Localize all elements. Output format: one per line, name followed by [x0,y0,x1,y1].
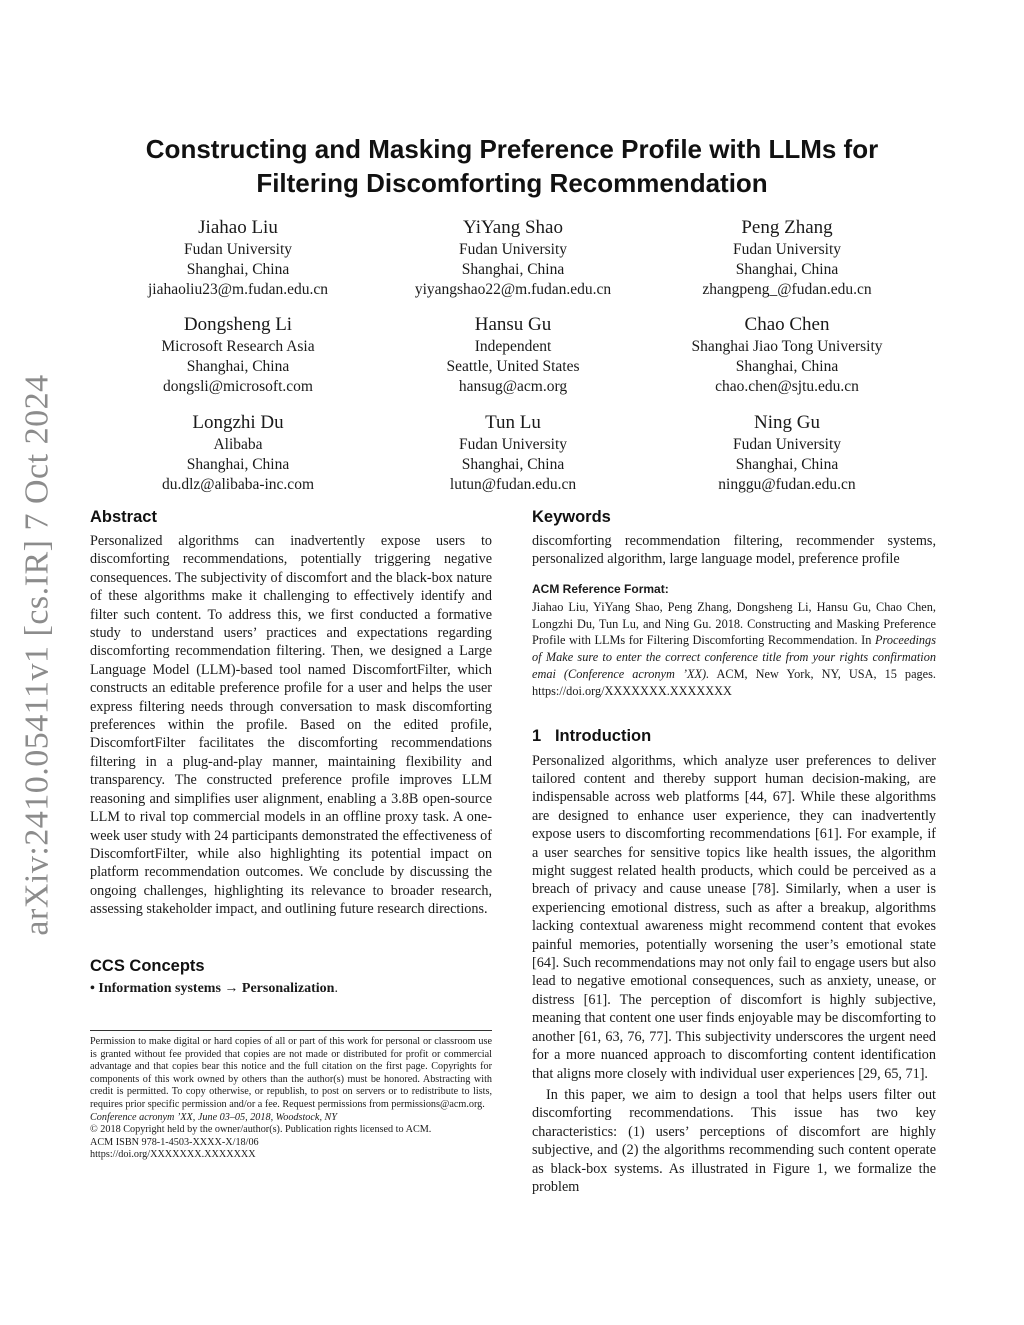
isbn-line: ACM ISBN 978-1-4503-XXXX-X/18/06 [90,1136,259,1148]
permission-notice: Permission to make digital or hard copies of all or part of this work for personal or classroom use is granted without fee provided that copies are not made or distributed for profit or commercial advantage and that copies bear this notice and the full citation on the first page. Copyrights for components of this work owned by others than the author(s) must be honored. Abstracting with credit is permitted. To copy otherwise, or republish, to post on servers or to redistribute to lists, requires prior specific permission and/or a fee. Request permissions from permissions@acm.org. [90,1036,492,1110]
author-email: du.dlz@alibaba-inc.com [162,476,314,493]
author-email: dongsli@microsoft.com [163,378,313,395]
abstract-heading: Abstract [90,508,157,526]
author-email: jiahaoliu23@m.fudan.edu.cn [148,281,328,298]
abstract-text: Personalized algorithms can inadvertently expose users to discomforting recommendations, potentially triggering negative consequences. The subjectivity of discomfort and the black-box nature of these algorithms make it challenging to effectively identify and filter such content. To address this, we first conducted a formative study to understand users’ practices and expectations regarding discomforting recommendation filtering. Then, we designed a Large Language Model (LLM)-based tool named DiscomfortFilter, which constructs an editable preference profile for a user and helps the user express filtering needs through conversation to mask discomforting preferences within the profile. Based on the edited profile, DiscomfortFilter facilitates the discomforting recommendations filtering in a plug-and-play manner, maintaining flexibility and transparency. The constructed preference profile improves LLM reasoning and simplifies user alignment, enabling a 3.8B open-source LLM to rival top commercial models in an offline proxy task. A one-week user study with 24 participants demonstrated the effectiveness of DiscomfortFilter, while also highlighting its potential impact on platform recommendation outcomes. We conclude by discussing the ongoing challenges, highlighting its relevance to broader research, assessing stakeholder impact, and outlining future research directions. [90,533,492,918]
intro-paragraph-2: In this paper, we aim to design a tool that helps users filter out discomforting recommendations. This issue has two key characteristics: (1) users’ perceptions of discomfort are highly subjective, and (2) the algorithms recommending such content operate as black-box systems. As illustrated in Figure 1, we formalize the problem [532,1086,936,1195]
author-affiliation: Fudan University [458,436,568,453]
author-block [637,313,937,397]
author-name: Jiahao Liu [198,217,278,238]
author-name: Dongsheng Li [183,314,293,335]
author-block [637,411,937,495]
intro-paragraph-1: Personalized algorithms, which analyze user preferences to deliver tailored content and thereby support human decision-making, are indispensable across web platforms [44, 67]. While these algorithms are designed to enhance user experience, they can inadvertently expose users to discomforting recommendations [61]. For example, if a user searches for sensitive topics like health issues, the algorithm might suggest related health products, which could be perceived as a breach of privacy and cause unease [78]. Similarly, when a user is experiencing emotional distress, such as after a breakup, algorithms lacking contextual awareness might recommend content that evokes painful memories, potentially worsening the user’s emotional state [64]. Such recommendations may not only fail to engage users but also lead to negative emotional consequences, such as anxiety, unease, or distress [61]. The perception of discomfort is highly subjective, meaning that content one user finds enjoyable may be discomforting to another [61, 63, 76, 77]. This subjectivity underscores the urgent need for a more nuanced approach to discomforting content identification that aligns more closely with individual user experiences [29, 65, 71]. [532,752,936,1082]
author-name: Chao Chen [744,314,830,335]
author-location: Shanghai, China [735,456,839,473]
author-name: Hansu Gu [474,314,552,335]
intro-number: 1 [532,726,542,745]
left-column [90,507,492,919]
author-affiliation: Fudan University [183,241,293,258]
author-block [363,313,663,397]
ccs-bullet: • [90,981,95,996]
copyright-line: © 2018 Copyright held by the owner/author(s). Publication rights licensed to ACM. [90,1124,432,1136]
author-affiliation: Fudan University [732,241,842,258]
right-column [532,507,936,1196]
acm-ref-text [532,599,936,700]
ccs-concepts [90,980,492,998]
author-affiliation: Alibaba [213,436,263,453]
author-block [363,216,663,300]
keywords-text: discomforting recommendation filtering, recommender systems, personalized algorithm, large language model, preference profile [532,533,936,568]
author-name: Longzhi Du [192,412,284,433]
author-name: YiYang Shao [463,217,563,238]
ccs-item: Information systems [98,981,221,996]
author-block [88,411,388,495]
footnote-section [90,1030,492,1162]
author-name: Peng Zhang [741,217,833,238]
acm-ref-part2: ACM, New York, NY, USA, 15 pages. https://doi.org/XXXXXXX.XXXXXXX [532,667,936,698]
author-location: Shanghai, China [186,456,290,473]
author-block [88,313,388,397]
acm-ref-heading: ACM Reference Format: [532,581,669,596]
author-location: Shanghai, China [461,261,565,278]
author-email: ninggu@fudan.edu.cn [718,476,856,493]
author-email: chao.chen@sjtu.edu.cn [715,378,859,395]
author-affiliation: Microsoft Research Asia [161,338,315,355]
author-location: Shanghai, China [186,261,290,278]
ccs-heading: CCS Concepts [90,957,205,975]
author-affiliation: Fudan University [732,436,842,453]
ccs-section [90,956,492,998]
conference-line: Conference acronym ’XX, June 03–05, 2018, Woodstock, NY [90,1111,338,1123]
author-affiliation: Independent [474,338,552,355]
ccs-subitem: Personalization [241,981,335,996]
author-email: lutun@fudan.edu.cn [449,476,577,493]
intro-title: Introduction [554,726,652,745]
author-location: Shanghai, China [735,261,839,278]
author-email: zhangpeng_@fudan.edu.cn [702,281,872,298]
author-name: Ning Gu [754,412,820,433]
arxiv-stamp-text: arXiv:2410.05411v1 [cs.IR] 7 Oct 2024 [19,374,56,936]
arxiv-side-stamp [18,375,58,935]
doi-line: https://doi.org/XXXXXXX.XXXXXXX [90,1149,256,1161]
acm-ref-part1: Jiahao Liu, YiYang Shao, Peng Zhang, Dongsheng Li, Hansu Gu, Chao Chen, Longzhi Du, Tun Lu, and Ning Gu. 2018. Constructing and Masking Preference Profile with LLMs for Filtering Discomforting Recommendation. In [532,599,936,648]
author-name: Tun Lu [485,412,541,433]
keywords-heading: Keywords [532,508,611,526]
author-email: hansug@acm.org [458,378,568,395]
author-affiliation: Fudan University [458,241,568,258]
author-email: yiyangshao22@m.fudan.edu.cn [414,281,612,298]
author-location: Shanghai, China [735,358,839,375]
ccs-period: . [334,981,338,996]
author-block [88,216,388,300]
author-location: Seattle, United States [446,358,580,375]
author-affiliation: Shanghai Jiao Tong University [691,338,883,355]
footnote-rule [90,1030,492,1031]
paper-title: Constructing and Masking Preference Profile with LLMs for Filtering Discomforting Recommendation [145,134,879,198]
author-location: Shanghai, China [461,456,565,473]
author-block [363,411,663,495]
author-block [637,216,937,300]
acm-ref-proceedings: Proceedings of Make sure to enter the correct conference title from your rights confirmation emai (Conference acronym ’XX). [532,633,936,681]
author-location: Shanghai, China [186,358,290,375]
ccs-arrow: → [224,981,239,996]
intro-heading [532,726,936,746]
